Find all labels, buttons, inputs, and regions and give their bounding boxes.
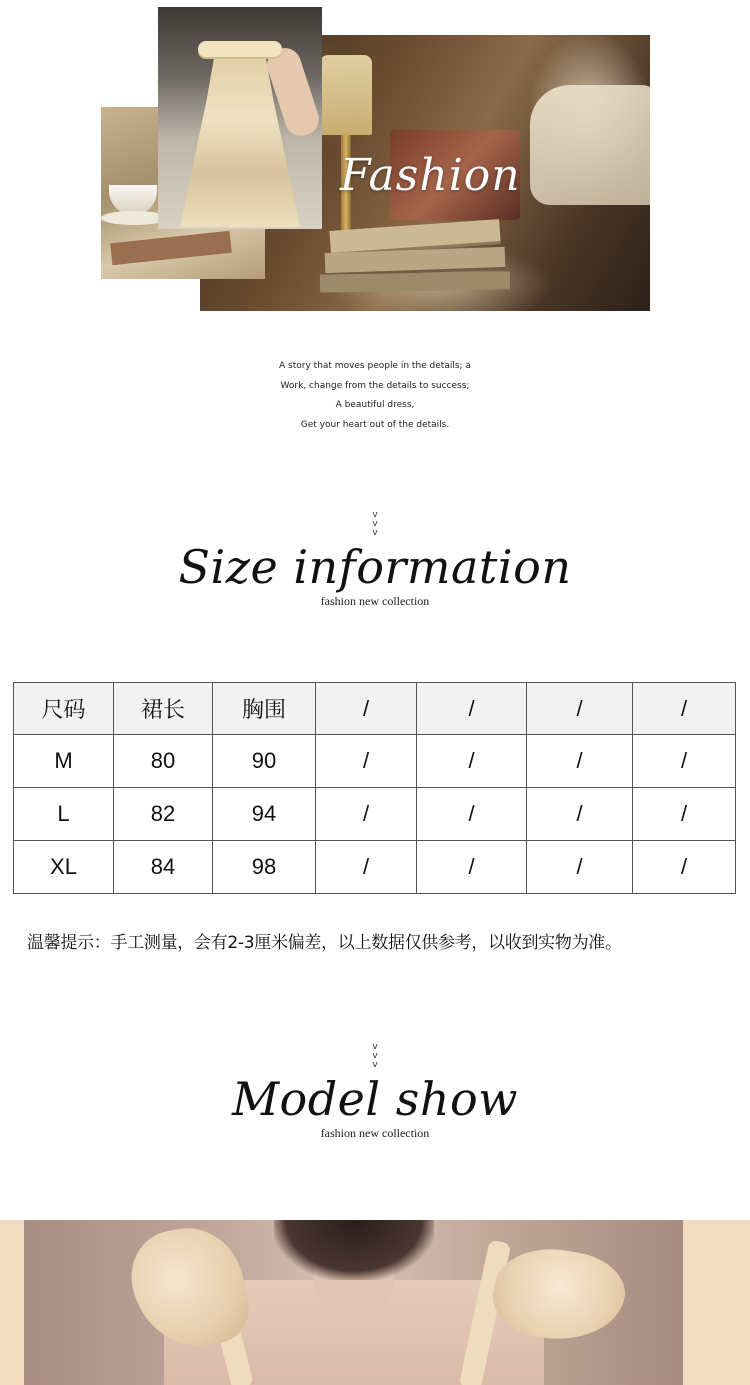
table-row	[14, 841, 736, 894]
table-cell: 94	[213, 788, 316, 841]
table-cell: /	[633, 735, 736, 788]
header-cell: /	[633, 683, 736, 735]
header-cell: 尺码	[14, 683, 114, 735]
lamp-shade	[320, 55, 372, 135]
table-cell: /	[417, 788, 527, 841]
table-cell: XL	[14, 841, 114, 894]
header-cell: 裙长	[114, 683, 213, 735]
size-title: Size information	[178, 540, 572, 594]
table-header-row	[14, 683, 736, 735]
model-heading	[0, 1043, 750, 1140]
story-line: A beautiful dress,	[335, 400, 415, 410]
model-title: Model show	[231, 1072, 519, 1126]
story-text	[0, 357, 750, 435]
table-cell: 80	[114, 735, 213, 788]
size-subtitle: fashion new collection	[320, 594, 430, 608]
measurement-tip: 温馨提示：手工测量，会有2-3厘米偏差，以上数据仅供参考，以收到实物为准。	[27, 933, 622, 953]
hero-model-photo	[158, 7, 322, 229]
table-cell: /	[527, 735, 633, 788]
table-cell: 84	[114, 841, 213, 894]
hero-script-text: Fashion	[340, 150, 521, 201]
table-cell: 90	[213, 735, 316, 788]
table-cell: L	[14, 788, 114, 841]
model-subtitle: fashion new collection	[320, 1126, 430, 1140]
table-row	[14, 788, 736, 841]
table-cell: /	[633, 788, 736, 841]
table-cell: /	[527, 841, 633, 894]
story-line: Work, change from the details to success;	[280, 380, 470, 391]
header-cell: /	[527, 683, 633, 735]
table-cell: /	[316, 735, 417, 788]
book	[320, 271, 510, 292]
header-cell: 胸围	[213, 683, 316, 735]
table-cell: /	[316, 788, 417, 841]
header-cell: /	[417, 683, 527, 735]
table-cell: 82	[114, 788, 213, 841]
chevron-down-icon: v v v	[372, 1042, 378, 1070]
model-photo	[24, 1220, 683, 1385]
story-line: Get your heart out of the details.	[300, 419, 450, 430]
size-heading	[0, 511, 750, 608]
table-cell: 98	[213, 841, 316, 894]
table-cell: /	[527, 788, 633, 841]
dress-ruffle	[198, 41, 282, 57]
pillow	[530, 85, 650, 205]
chevron-down-icon: v v v	[372, 510, 378, 538]
table-cell: /	[417, 735, 527, 788]
table-cell: /	[316, 841, 417, 894]
story-line: A story that moves people in the details; a	[279, 361, 471, 371]
book	[110, 231, 232, 265]
header-cell: /	[316, 683, 417, 735]
table-cell: /	[633, 841, 736, 894]
table-cell: M	[14, 735, 114, 788]
table-row	[14, 735, 736, 788]
table-cell: /	[417, 841, 527, 894]
model-hair	[274, 1220, 434, 1280]
size-table	[13, 682, 736, 894]
